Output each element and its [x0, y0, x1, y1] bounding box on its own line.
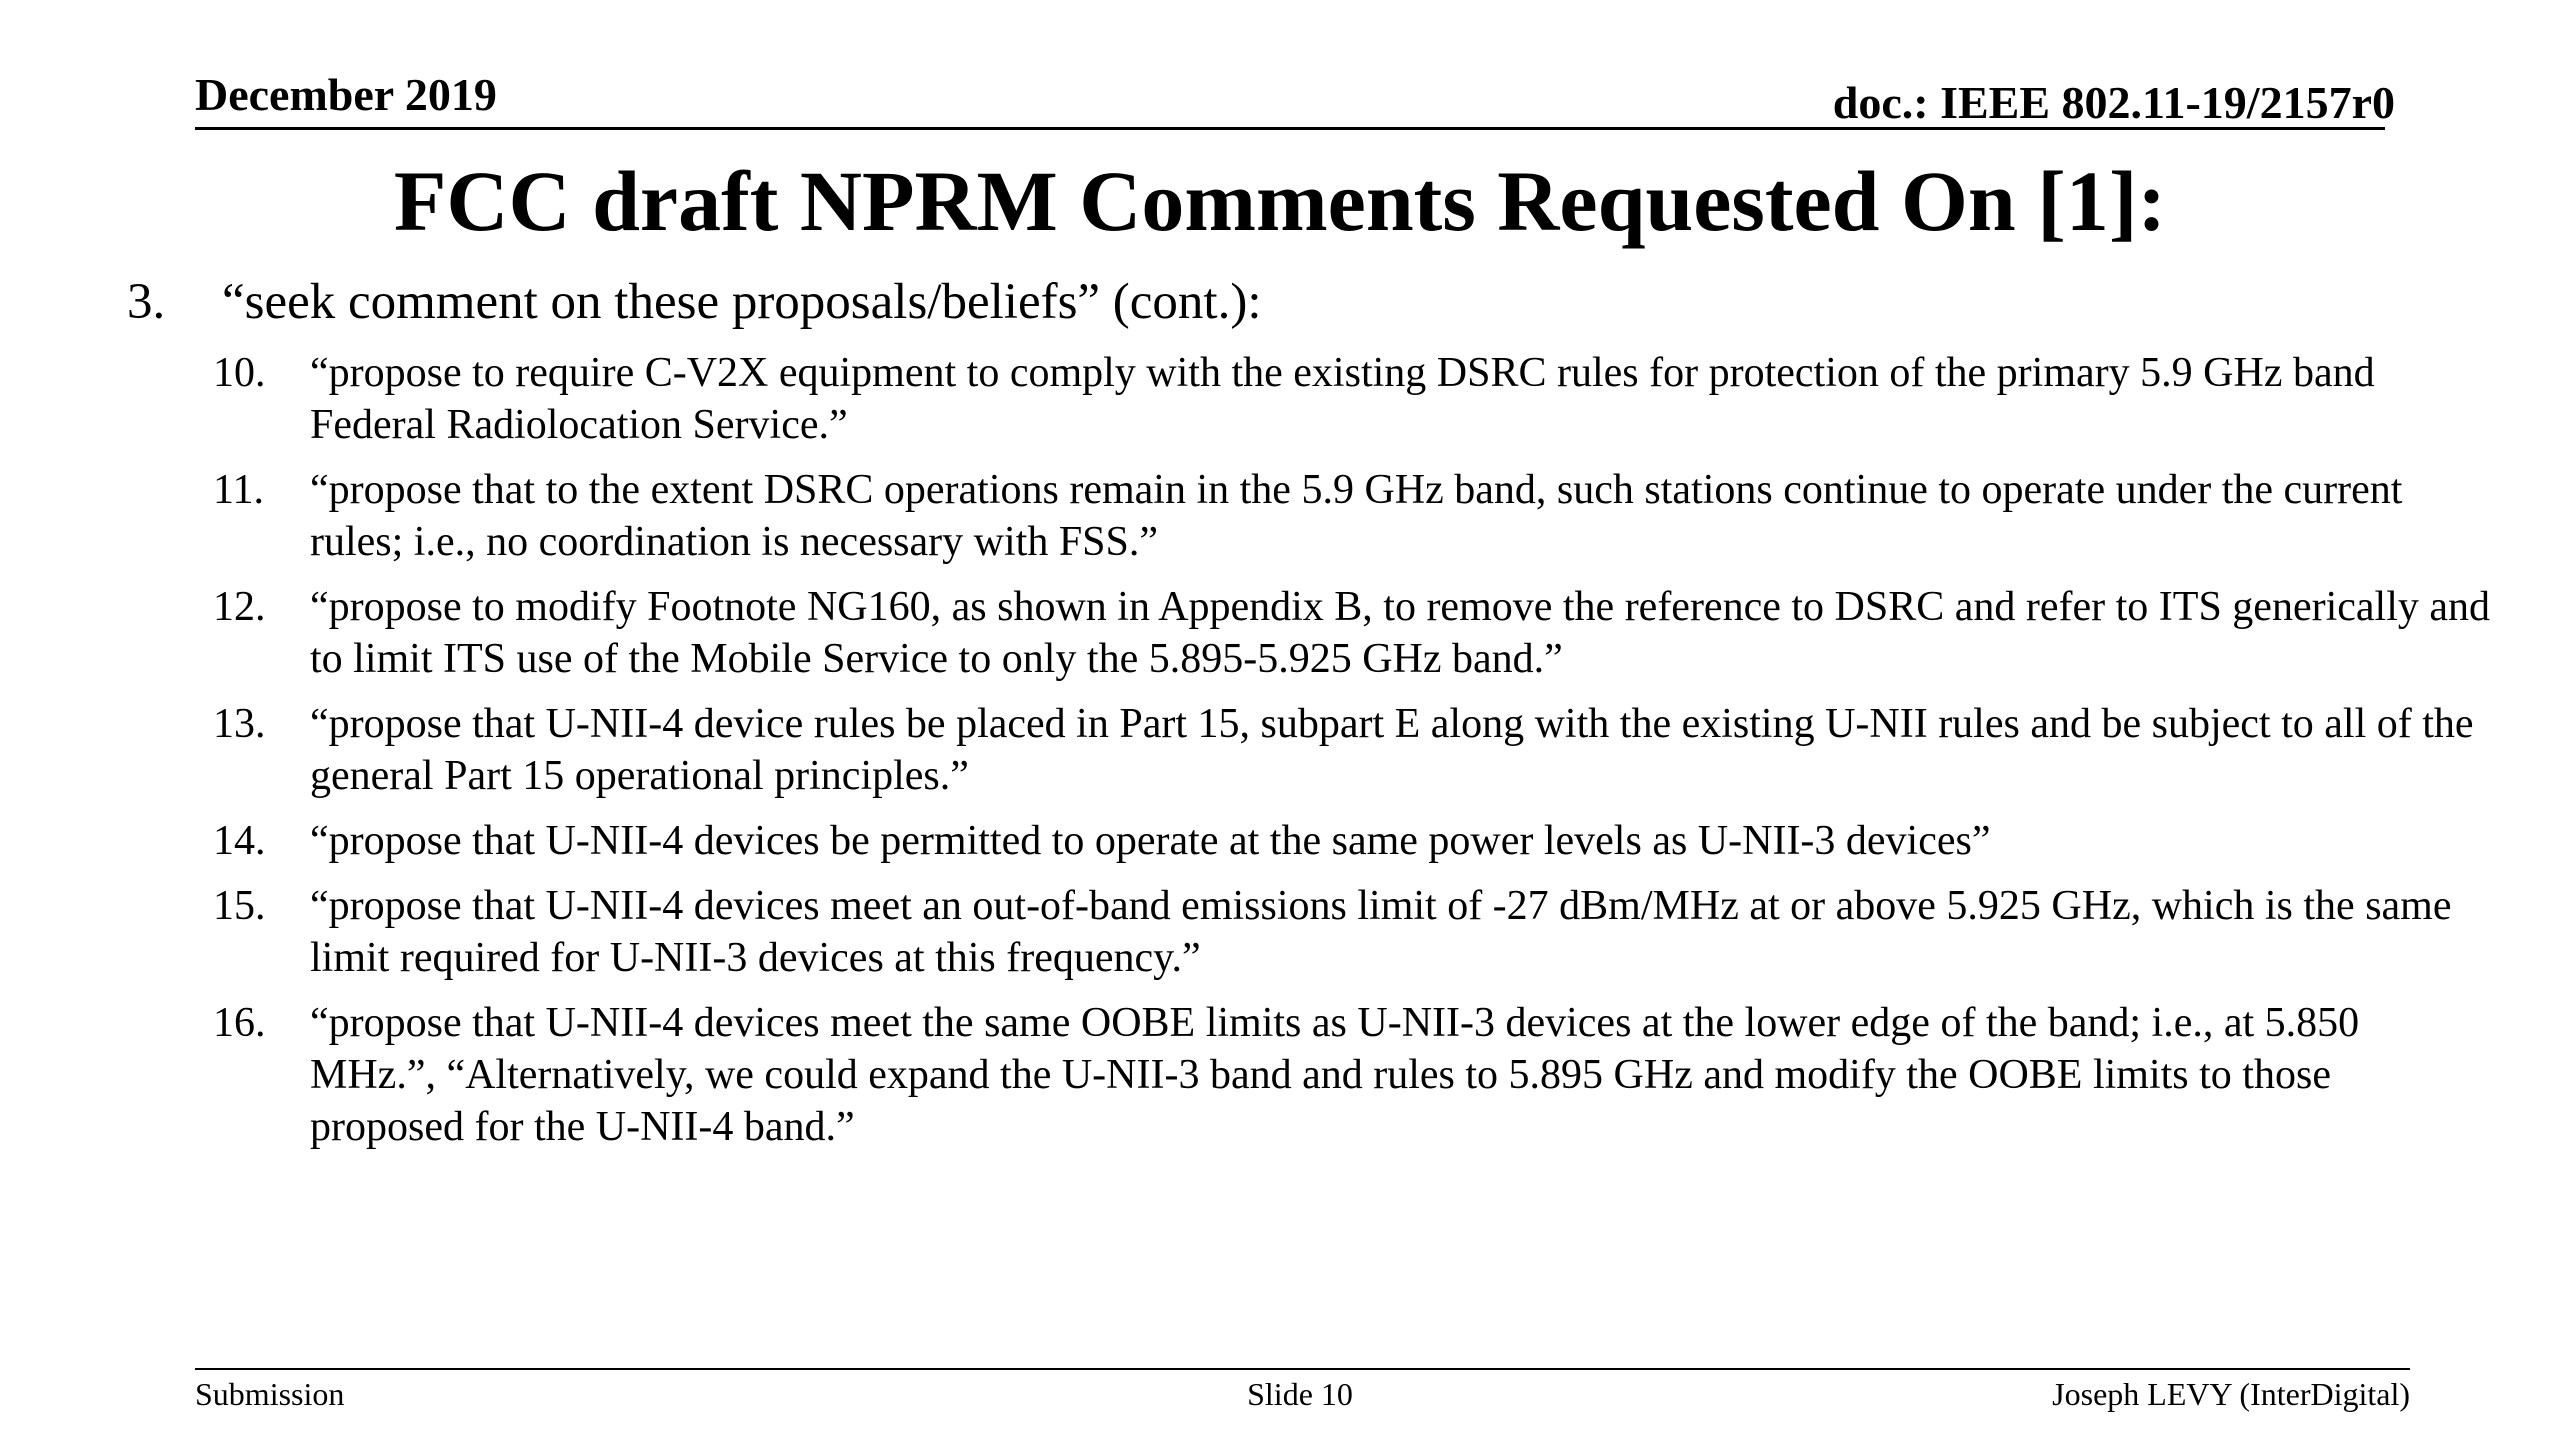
- footer-author: Joseph LEVY (InterDigital): [2052, 1376, 2410, 1412]
- header-date: December 2019: [195, 69, 497, 120]
- footer-slide-number: Slide 10: [1247, 1376, 1353, 1412]
- list-item-text: “propose that U-NII-4 devices meet the same OOBE limits as U-NII-3 devices at the lower edge of the band; i.e., at 5.850 MHz.”, “Alternatively, we could expand the U-NII-3 band and rules to 5.895 GHz and modify the OOBE limits to those proposed for the U-NII-4 band.”: [310, 1000, 2360, 1150]
- list-item-text: “propose to require C-V2X equipment to comply with the existing DSRC rules for protection of the primary 5.9 GHz band Federal Radiolocation Service.”: [310, 350, 2375, 448]
- list-item-text: “propose to modify Footnote NG160, as shown in Appendix B, to remove the reference to DSRC and refer to ITS generically and to limit ITS use of the Mobile Service to only the 5.895-5.925 GHz band.”: [310, 584, 2491, 682]
- list-item: [213, 997, 2493, 1153]
- list-item: [213, 581, 2493, 685]
- list-item-number: 11.: [213, 467, 264, 513]
- list-item: [213, 698, 2493, 802]
- slide-title: FCC draft NPRM Comments Requested On [1]:: [393, 153, 2167, 249]
- list-item: [213, 880, 2493, 984]
- list-item: [213, 464, 2493, 568]
- list-item-number: 16.: [213, 1000, 266, 1046]
- list-item-number: 14.: [213, 818, 266, 864]
- list-item-number: 13.: [213, 701, 266, 747]
- footer-divider: [195, 1368, 2410, 1370]
- list-item-number: 15.: [213, 883, 266, 929]
- sub-item-list: [213, 347, 2493, 1166]
- list-item-text: “propose that U-NII-4 device rules be placed in Part 15, subpart E along with the existing U-NII rules and be subject to all of the general Part 15 operational principles.”: [310, 701, 2474, 799]
- list-item-number: 10.: [213, 350, 266, 396]
- list-item: [213, 815, 2493, 867]
- list-item-number: 12.: [213, 584, 266, 630]
- list-item-text: “propose that to the extent DSRC operations remain in the 5.9 GHz band, such stations continue to operate under the current rules; i.e., no coordination is necessary with FSS.”: [310, 467, 2403, 565]
- list-item: [213, 347, 2493, 451]
- footer-submission: Submission: [195, 1376, 345, 1412]
- list-item-text: “propose that U-NII-4 devices meet an out-of-band emissions limit of -27 dBm/MHz at or above 5.925 GHz, which is the same limit required for U-NII-3 devices at this frequency.”: [310, 883, 2452, 981]
- header-divider: [195, 127, 2385, 130]
- lead-item-text: “seek comment on these proposals/beliefs” (cont.):: [222, 274, 1262, 330]
- list-item-text: “propose that U-NII-4 devices be permitted to operate at the same power levels as U-NII-3 devices”: [310, 818, 1991, 864]
- header-doc-number: doc.: IEEE 802.11-19/2157r0: [1832, 77, 2395, 128]
- lead-item: [127, 272, 1262, 333]
- lead-item-number: 3.: [127, 274, 166, 330]
